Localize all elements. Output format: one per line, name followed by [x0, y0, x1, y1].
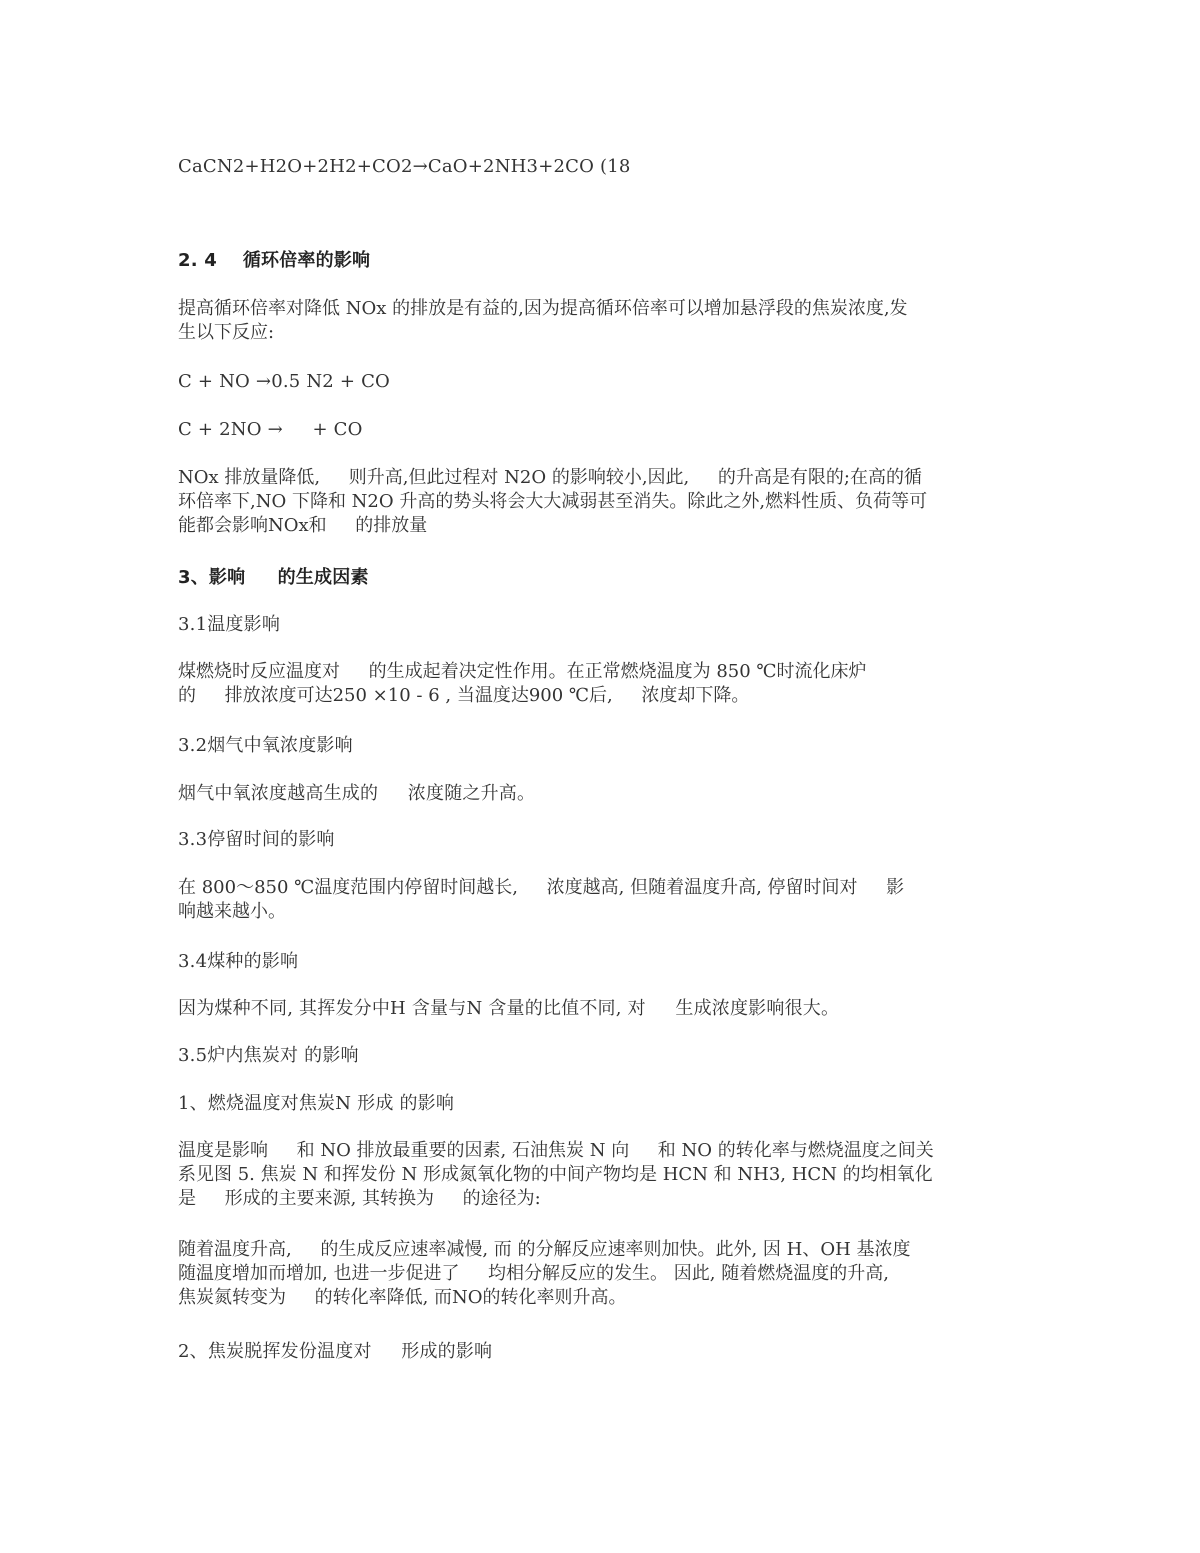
paragraph-line: 温度是影响 和 NO 排放最重要的因素, 石油焦炭 N 向 和 NO 的转化率与燃烧温度之间关 [178, 1140, 934, 1161]
paragraph-nox [178, 466, 1028, 538]
subheading-3-5-2: 2、焦炭脱挥发份温度对 形成的影响 [178, 1341, 493, 1362]
paragraph-line: 能都会影响NOx和 的排放量 [178, 515, 428, 536]
document-page [178, 0, 1028, 1553]
section-heading-3: 3、影响 的生成因素 [178, 567, 369, 588]
paragraph-line: 系见图 5. 焦炭 N 和挥发份 N 形成氮氧化物的中间产物均是 HCN 和 NH3, HCN 的均相氧化 [178, 1164, 933, 1185]
subheading-3-3: 3.3停留时间的影响 [178, 829, 335, 850]
paragraph-line: 响越来越小。 [178, 901, 286, 922]
paragraph-line: 煤燃烧时反应温度对 的生成起着决定性作用。在正常燃烧温度为 850 ℃时流化床炉 [178, 661, 867, 682]
paragraph-line: 是 形成的主要来源, 其转换为 的途径为: [178, 1188, 541, 1209]
equation-c-no: C + NO →0.5 N2 + CO [178, 371, 391, 392]
equation-cacn2: CaCN2+H2O+2H2+CO2→CaO+2NH3+2CO (18 [178, 156, 631, 177]
paragraph-line: 随着温度升高, 的生成反应速率减慢, 而 的分解反应速率则加快。此外, 因 H、OH 基浓度 [178, 1239, 911, 1260]
paragraph-line: 环倍率下,NO 下降和 N2O 升高的势头将会大大减弱甚至消失。除此之外,燃料性质、负荷等可 [178, 491, 928, 512]
paragraph-line: 提高循环倍率对降低 NOx 的排放是有益的,因为提高循环倍率可以增加悬浮段的焦炭浓度,发 [178, 298, 908, 319]
subheading-3-4: 3.4煤种的影响 [178, 951, 299, 972]
paragraph-line: 焦炭氮转变为 的转化率降低, 而NO的转化率则升高。 [178, 1287, 627, 1308]
paragraph-3-5-1b [178, 1238, 1028, 1310]
paragraph-line: 在 800～850 ℃温度范围内停留时间越长, 浓度越高, 但随着温度升高, 停留时间对 影 [178, 877, 905, 898]
subheading-3-2: 3.2烟气中氧浓度影响 [178, 735, 353, 756]
paragraph-3-2: 烟气中氧浓度越高生成的 浓度随之升高。 [178, 783, 536, 804]
paragraph-3-4: 因为煤种不同, 其挥发分中H 含量与N 含量的比值不同, 对 生成浓度影响很大。 [178, 998, 840, 1019]
paragraph-line: NOx 排放量降低, 则升高,但此过程对 N2O 的影响较小,因此, 的升高是有限的;在高的循 [178, 467, 922, 488]
paragraph-3-3 [178, 876, 1028, 924]
subheading-3-5-1: 1、燃烧温度对焦炭N 形成 的影响 [178, 1093, 455, 1114]
paragraph-3-1 [178, 660, 1028, 708]
paragraph-3-5-1a [178, 1139, 1028, 1211]
subheading-3-1: 3.1温度影响 [178, 614, 281, 635]
paragraph-line: 的 排放浓度可达250 ×10 - 6 , 当温度达900 ℃后, 浓度却下降。 [178, 685, 750, 706]
section-heading-2-4: 2. 4 循环倍率的影响 [178, 250, 371, 271]
paragraph-line: 生以下反应: [178, 322, 275, 343]
equation-c-2no: C + 2NO → + CO [178, 419, 363, 440]
paragraph-2-4 [178, 297, 1028, 345]
paragraph-line: 随温度增加而增加, 也进一步促进了 均相分解反应的发生。 因此, 随着燃烧温度的升高, [178, 1263, 889, 1284]
subheading-3-5: 3.5炉内焦炭对 的影响 [178, 1045, 359, 1066]
